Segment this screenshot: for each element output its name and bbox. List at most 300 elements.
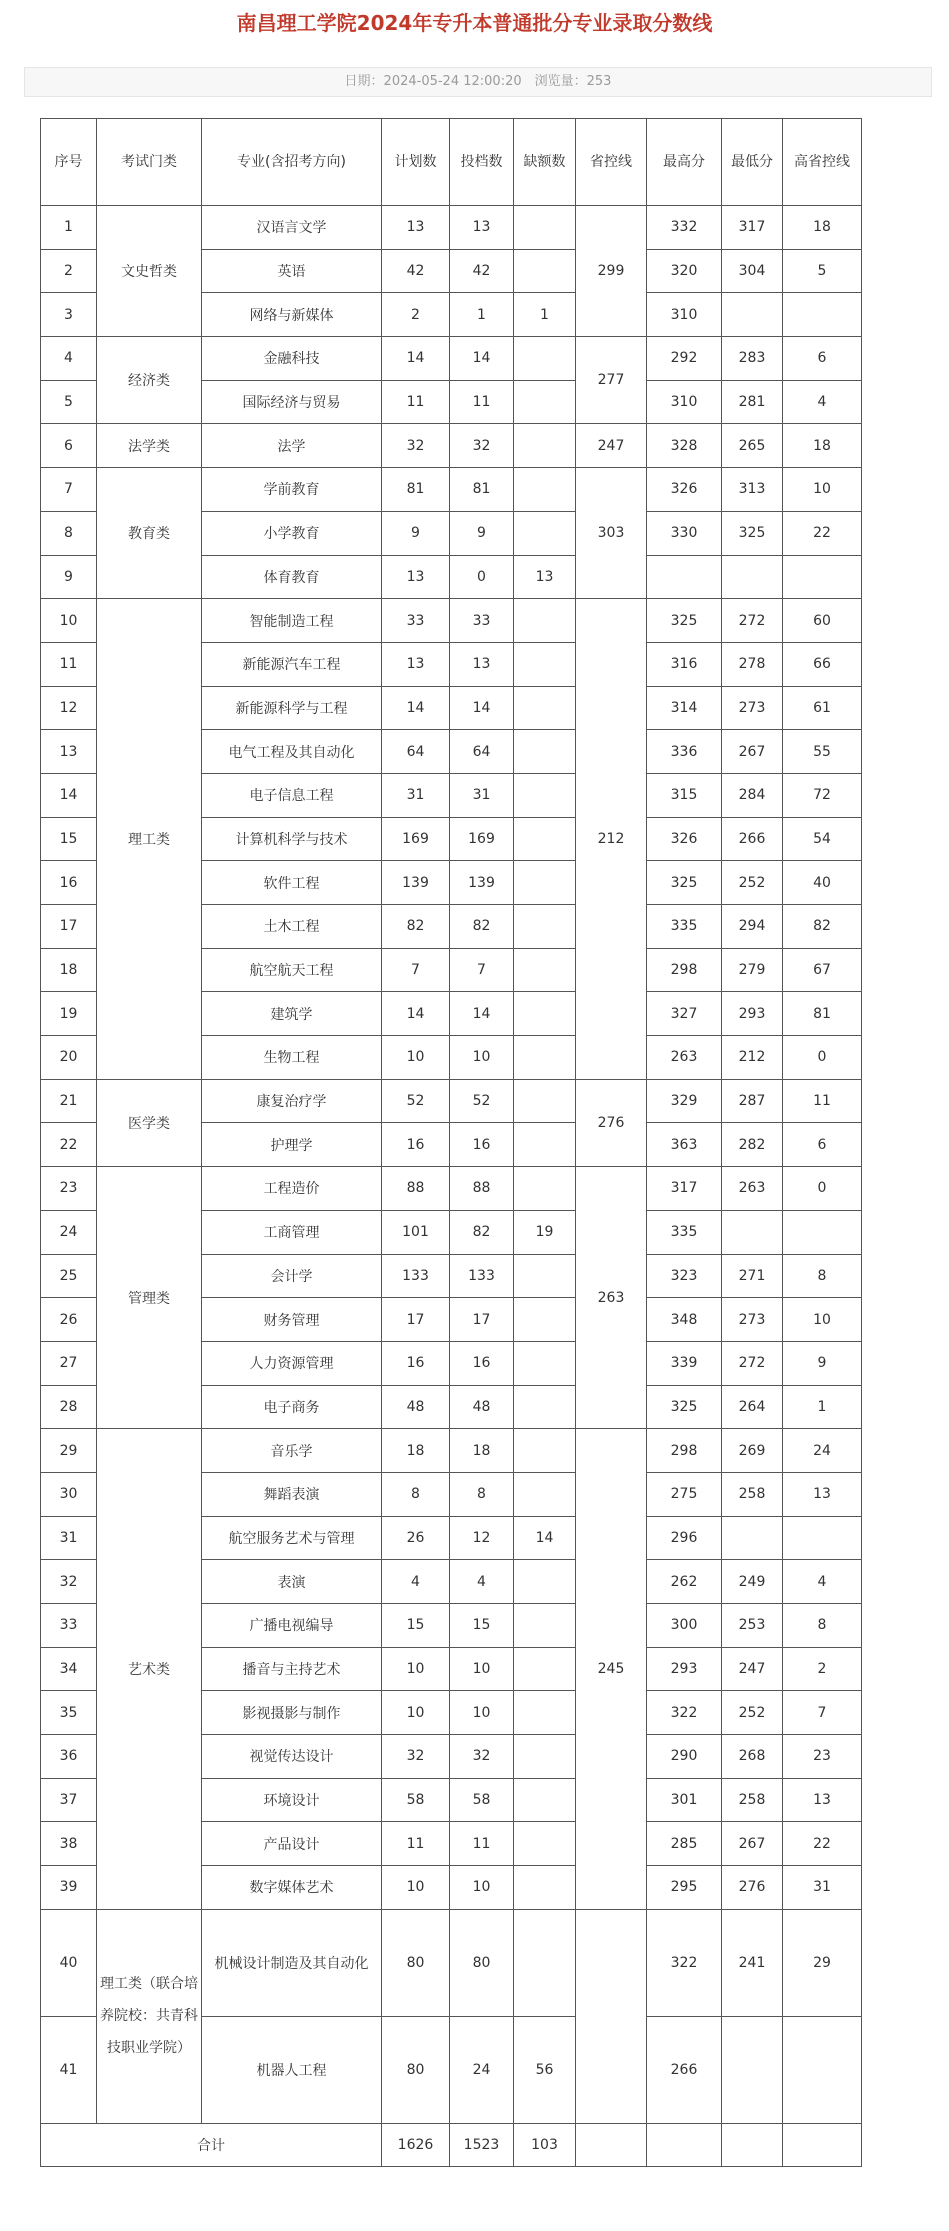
major: 土木工程 [202, 905, 382, 949]
major: 数字媒体艺术 [202, 1866, 382, 1910]
min-score: 284 [722, 773, 783, 817]
plan-count: 11 [382, 1822, 450, 1866]
shortage-count [514, 1123, 576, 1167]
major: 机械设计制造及其自动化 [202, 1909, 382, 2016]
row-number: 38 [41, 1822, 97, 1866]
filed-count: 10 [450, 1691, 514, 1735]
filed-count: 9 [450, 511, 514, 555]
major: 影视摄影与制作 [202, 1691, 382, 1735]
above-line: 22 [783, 511, 862, 555]
above-line: 11 [783, 1079, 862, 1123]
column-header: 投档数 [450, 119, 514, 206]
filed-count: 18 [450, 1429, 514, 1473]
min-score: 252 [722, 861, 783, 905]
column-header: 专业(含招考方向) [202, 119, 382, 206]
total-empty-cell [647, 2123, 722, 2166]
article-meta: 日期：2024-05-24 12:00:20 浏览量：253 [24, 67, 932, 97]
table-row [41, 1167, 862, 1211]
plan-count: 16 [382, 1123, 450, 1167]
above-line: 10 [783, 1298, 862, 1342]
shortage-count [514, 1167, 576, 1211]
row-number: 8 [41, 511, 97, 555]
filed-count: 14 [450, 686, 514, 730]
filed-count: 16 [450, 1123, 514, 1167]
major: 播音与主持艺术 [202, 1647, 382, 1691]
shortage-count [514, 1560, 576, 1604]
column-header: 序号 [41, 119, 97, 206]
row-number: 23 [41, 1167, 97, 1211]
table-row [41, 599, 862, 643]
row-number: 24 [41, 1210, 97, 1254]
above-line [783, 1516, 862, 1560]
shortage-count [514, 1472, 576, 1516]
plan-count: 88 [382, 1167, 450, 1211]
min-score [722, 293, 783, 337]
min-score: 272 [722, 1341, 783, 1385]
total-shortage: 103 [514, 2123, 576, 2166]
major: 电子信息工程 [202, 773, 382, 817]
row-number: 27 [41, 1341, 97, 1385]
table-body [41, 206, 862, 2124]
row-number: 17 [41, 905, 97, 949]
above-line [783, 555, 862, 599]
above-line: 82 [783, 905, 862, 949]
plan-count: 2 [382, 293, 450, 337]
max-score: 327 [647, 992, 722, 1036]
total-label: 合计 [41, 2123, 382, 2166]
plan-count: 169 [382, 817, 450, 861]
table-row [41, 1079, 862, 1123]
shortage-count [514, 642, 576, 686]
min-score: 247 [722, 1647, 783, 1691]
above-line: 4 [783, 1560, 862, 1604]
plan-count: 48 [382, 1385, 450, 1429]
major: 机器人工程 [202, 2016, 382, 2123]
min-score: 317 [722, 206, 783, 250]
above-line [783, 2016, 862, 2123]
total-filed: 1523 [450, 2123, 514, 2166]
plan-count: 82 [382, 905, 450, 949]
min-score: 279 [722, 948, 783, 992]
filed-count: 8 [450, 1472, 514, 1516]
max-score: 328 [647, 424, 722, 468]
min-score: 273 [722, 686, 783, 730]
category-cell: 医学类 [97, 1079, 202, 1166]
above-line: 0 [783, 1036, 862, 1080]
row-number: 10 [41, 599, 97, 643]
above-line: 8 [783, 1254, 862, 1298]
major: 电子商务 [202, 1385, 382, 1429]
row-number: 22 [41, 1123, 97, 1167]
filed-count: 58 [450, 1778, 514, 1822]
row-number: 1 [41, 206, 97, 250]
column-header: 最低分 [722, 119, 783, 206]
row-number: 25 [41, 1254, 97, 1298]
plan-count: 18 [382, 1429, 450, 1473]
max-score: 320 [647, 249, 722, 293]
row-number: 36 [41, 1735, 97, 1779]
above-line: 1 [783, 1385, 862, 1429]
filed-count: 1 [450, 293, 514, 337]
plan-count: 80 [382, 2016, 450, 2123]
total-plan: 1626 [382, 2123, 450, 2166]
shortage-count [514, 905, 576, 949]
above-line: 24 [783, 1429, 862, 1473]
total-empty-cell [783, 2123, 862, 2166]
shortage-count [514, 1778, 576, 1822]
max-score: 363 [647, 1123, 722, 1167]
province-line-cell: 247 [576, 424, 647, 468]
filed-count: 17 [450, 1298, 514, 1342]
plan-count: 26 [382, 1516, 450, 1560]
shortage-count [514, 468, 576, 512]
max-score: 335 [647, 905, 722, 949]
major: 产品设计 [202, 1822, 382, 1866]
min-score: 263 [722, 1167, 783, 1211]
plan-count: 32 [382, 1735, 450, 1779]
major: 护理学 [202, 1123, 382, 1167]
min-score: 258 [722, 1778, 783, 1822]
min-score: 253 [722, 1604, 783, 1648]
above-line: 13 [783, 1472, 862, 1516]
category-cell: 理工类（联合培养院校：共青科技职业学院） [97, 1909, 202, 2123]
major: 人力资源管理 [202, 1341, 382, 1385]
min-score: 325 [722, 511, 783, 555]
max-score: 317 [647, 1167, 722, 1211]
province-line-cell: 277 [576, 337, 647, 424]
max-score: 322 [647, 1691, 722, 1735]
major: 航空航天工程 [202, 948, 382, 992]
major: 新能源汽车工程 [202, 642, 382, 686]
table-row [41, 468, 862, 512]
above-line [783, 1210, 862, 1254]
max-score: 348 [647, 1298, 722, 1342]
max-score: 310 [647, 380, 722, 424]
min-score: 266 [722, 817, 783, 861]
major: 康复治疗学 [202, 1079, 382, 1123]
row-number: 26 [41, 1298, 97, 1342]
row-number: 9 [41, 555, 97, 599]
max-score: 310 [647, 293, 722, 337]
min-score: 265 [722, 424, 783, 468]
major: 会计学 [202, 1254, 382, 1298]
column-header: 缺额数 [514, 119, 576, 206]
max-score: 316 [647, 642, 722, 686]
min-score: 281 [722, 380, 783, 424]
shortage-count [514, 380, 576, 424]
above-line: 22 [783, 1822, 862, 1866]
max-score: 335 [647, 1210, 722, 1254]
plan-count: 17 [382, 1298, 450, 1342]
major: 金融科技 [202, 337, 382, 381]
filed-count: 169 [450, 817, 514, 861]
plan-count: 14 [382, 337, 450, 381]
shortage-count [514, 948, 576, 992]
min-score: 249 [722, 1560, 783, 1604]
max-score: 275 [647, 1472, 722, 1516]
major: 软件工程 [202, 861, 382, 905]
min-score: 272 [722, 599, 783, 643]
shortage-count [514, 1604, 576, 1648]
column-header: 省控线 [576, 119, 647, 206]
min-score [722, 1210, 783, 1254]
above-line: 18 [783, 424, 862, 468]
min-score: 269 [722, 1429, 783, 1473]
row-number: 12 [41, 686, 97, 730]
province-line-cell: 303 [576, 468, 647, 599]
above-line: 55 [783, 730, 862, 774]
row-number: 34 [41, 1647, 97, 1691]
max-score: 323 [647, 1254, 722, 1298]
filed-count: 133 [450, 1254, 514, 1298]
major: 小学教育 [202, 511, 382, 555]
filed-count: 16 [450, 1341, 514, 1385]
category-cell: 教育类 [97, 468, 202, 599]
min-score: 278 [722, 642, 783, 686]
total-row [41, 2123, 862, 2166]
row-number: 13 [41, 730, 97, 774]
max-score: 326 [647, 817, 722, 861]
shortage-count [514, 249, 576, 293]
major: 国际经济与贸易 [202, 380, 382, 424]
above-line: 72 [783, 773, 862, 817]
max-score: 315 [647, 773, 722, 817]
major: 法学 [202, 424, 382, 468]
province-line-cell: 245 [576, 1429, 647, 1910]
category-cell: 经济类 [97, 337, 202, 424]
filed-count: 52 [450, 1079, 514, 1123]
row-number: 33 [41, 1604, 97, 1648]
major: 环境设计 [202, 1778, 382, 1822]
shortage-count [514, 1735, 576, 1779]
plan-count: 11 [382, 380, 450, 424]
shortage-count [514, 1254, 576, 1298]
major: 体育教育 [202, 555, 382, 599]
max-score: 300 [647, 1604, 722, 1648]
plan-count: 52 [382, 1079, 450, 1123]
column-header: 最高分 [647, 119, 722, 206]
plan-count: 10 [382, 1691, 450, 1735]
shortage-count [514, 599, 576, 643]
shortage-count [514, 817, 576, 861]
max-score: 290 [647, 1735, 722, 1779]
filed-count: 80 [450, 1909, 514, 2016]
min-score: 267 [722, 730, 783, 774]
row-number: 14 [41, 773, 97, 817]
max-score: 262 [647, 1560, 722, 1604]
filed-count: 82 [450, 905, 514, 949]
plan-count: 81 [382, 468, 450, 512]
above-line: 23 [783, 1735, 862, 1779]
max-score: 336 [647, 730, 722, 774]
filed-count: 10 [450, 1036, 514, 1080]
min-score [722, 1516, 783, 1560]
max-score: 292 [647, 337, 722, 381]
table-row [41, 1429, 862, 1473]
column-header: 高省控线 [783, 119, 862, 206]
filed-count: 15 [450, 1604, 514, 1648]
major: 智能制造工程 [202, 599, 382, 643]
min-score: 264 [722, 1385, 783, 1429]
plan-count: 101 [382, 1210, 450, 1254]
plan-count: 58 [382, 1778, 450, 1822]
plan-count: 4 [382, 1560, 450, 1604]
page-title: 南昌理工学院2024年专升本普通批分专业录取分数线 [236, 11, 713, 35]
filed-count: 7 [450, 948, 514, 992]
above-line: 18 [783, 206, 862, 250]
shortage-count [514, 1036, 576, 1080]
total-empty-cell [576, 2123, 647, 2166]
plan-count: 13 [382, 555, 450, 599]
above-line: 13 [783, 1778, 862, 1822]
shortage-count [514, 337, 576, 381]
shortage-count [514, 1385, 576, 1429]
filed-count: 64 [450, 730, 514, 774]
min-score: 267 [722, 1822, 783, 1866]
column-header: 考试门类 [97, 119, 202, 206]
row-number: 18 [41, 948, 97, 992]
plan-count: 33 [382, 599, 450, 643]
province-line-cell: 276 [576, 1079, 647, 1166]
filed-count: 13 [450, 642, 514, 686]
min-score: 252 [722, 1691, 783, 1735]
filed-count: 14 [450, 992, 514, 1036]
plan-count: 13 [382, 206, 450, 250]
row-number: 41 [41, 2016, 97, 2123]
row-number: 15 [41, 817, 97, 861]
province-line-cell [576, 1909, 647, 2123]
filed-count: 11 [450, 380, 514, 424]
shortage-count [514, 511, 576, 555]
filed-count: 13 [450, 206, 514, 250]
filed-count: 31 [450, 773, 514, 817]
major: 工程造价 [202, 1167, 382, 1211]
category-cell: 艺术类 [97, 1429, 202, 1910]
shortage-count [514, 861, 576, 905]
table-row [41, 337, 862, 381]
above-line: 40 [783, 861, 862, 905]
row-number: 35 [41, 1691, 97, 1735]
major: 新能源科学与工程 [202, 686, 382, 730]
plan-count: 10 [382, 1866, 450, 1910]
row-number: 29 [41, 1429, 97, 1473]
shortage-count [514, 1691, 576, 1735]
filed-count: 10 [450, 1866, 514, 1910]
min-score [722, 555, 783, 599]
above-line: 4 [783, 380, 862, 424]
above-line: 29 [783, 1909, 862, 2016]
min-score [722, 2016, 783, 2123]
major: 舞蹈表演 [202, 1472, 382, 1516]
min-score: 241 [722, 1909, 783, 2016]
category-cell: 理工类 [97, 599, 202, 1080]
above-line: 5 [783, 249, 862, 293]
min-score: 304 [722, 249, 783, 293]
major: 工商管理 [202, 1210, 382, 1254]
filed-count: 11 [450, 1822, 514, 1866]
row-number: 7 [41, 468, 97, 512]
min-score: 283 [722, 337, 783, 381]
major: 生物工程 [202, 1036, 382, 1080]
category-cell: 文史哲类 [97, 206, 202, 337]
filed-count: 10 [450, 1647, 514, 1691]
above-line [783, 293, 862, 337]
above-line: 2 [783, 1647, 862, 1691]
max-score: 325 [647, 861, 722, 905]
max-score: 285 [647, 1822, 722, 1866]
shortage-count [514, 1822, 576, 1866]
filed-count: 32 [450, 1735, 514, 1779]
max-score: 322 [647, 1909, 722, 2016]
shortage-count: 19 [514, 1210, 576, 1254]
row-number: 6 [41, 424, 97, 468]
score-table [40, 118, 862, 2167]
filed-count: 88 [450, 1167, 514, 1211]
max-score: 266 [647, 2016, 722, 2123]
filed-count: 139 [450, 861, 514, 905]
max-score: 263 [647, 1036, 722, 1080]
min-score: 258 [722, 1472, 783, 1516]
above-line: 66 [783, 642, 862, 686]
shortage-count [514, 1298, 576, 1342]
province-line-cell: 263 [576, 1167, 647, 1429]
shortage-count: 56 [514, 2016, 576, 2123]
plan-count: 15 [382, 1604, 450, 1648]
above-line: 81 [783, 992, 862, 1036]
shortage-count [514, 1429, 576, 1473]
shortage-count [514, 1909, 576, 2016]
plan-count: 16 [382, 1341, 450, 1385]
plan-count: 42 [382, 249, 450, 293]
plan-count: 80 [382, 1909, 450, 2016]
plan-count: 7 [382, 948, 450, 992]
min-score: 293 [722, 992, 783, 1036]
max-score: 330 [647, 511, 722, 555]
plan-count: 10 [382, 1647, 450, 1691]
max-score: 325 [647, 1385, 722, 1429]
province-line-cell: 299 [576, 206, 647, 337]
row-number: 28 [41, 1385, 97, 1429]
major: 广播电视编导 [202, 1604, 382, 1648]
major: 汉语言文学 [202, 206, 382, 250]
filed-count: 14 [450, 337, 514, 381]
min-score: 313 [722, 468, 783, 512]
row-number: 5 [41, 380, 97, 424]
major: 学前教育 [202, 468, 382, 512]
shortage-count [514, 206, 576, 250]
above-line: 67 [783, 948, 862, 992]
min-score: 212 [722, 1036, 783, 1080]
major: 视觉传达设计 [202, 1735, 382, 1779]
plan-count: 139 [382, 861, 450, 905]
filed-count: 33 [450, 599, 514, 643]
shortage-count [514, 730, 576, 774]
filed-count: 48 [450, 1385, 514, 1429]
row-number: 31 [41, 1516, 97, 1560]
min-score: 276 [722, 1866, 783, 1910]
min-score: 294 [722, 905, 783, 949]
above-line: 60 [783, 599, 862, 643]
max-score: 301 [647, 1778, 722, 1822]
min-score: 271 [722, 1254, 783, 1298]
shortage-count: 1 [514, 293, 576, 337]
shortage-count [514, 424, 576, 468]
shortage-count [514, 1341, 576, 1385]
major: 表演 [202, 1560, 382, 1604]
row-number: 40 [41, 1909, 97, 2016]
min-score: 287 [722, 1079, 783, 1123]
column-header: 计划数 [382, 119, 450, 206]
